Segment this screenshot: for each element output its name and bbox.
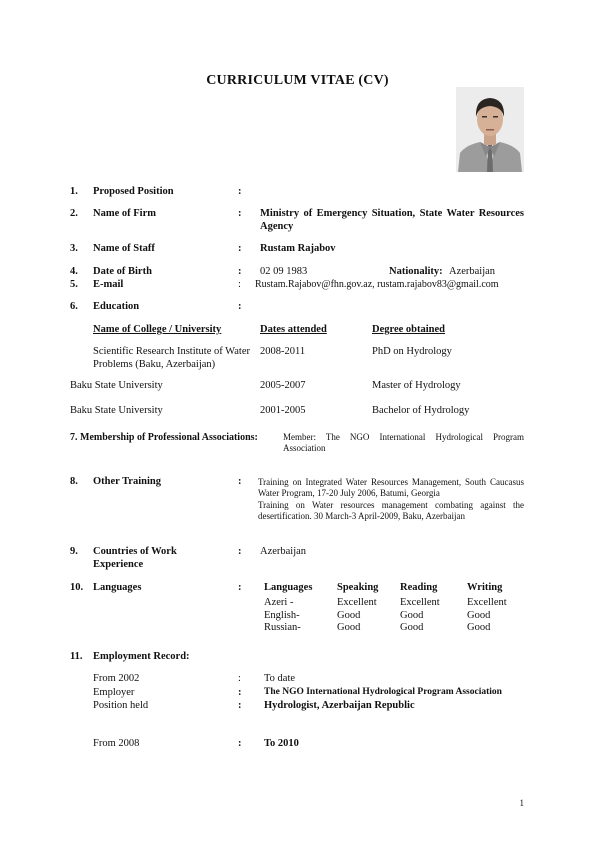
colon: : (238, 476, 242, 487)
page-title-text: CURRICULUM VITAE (CV) (206, 73, 389, 88)
page-number: 1 (519, 798, 524, 808)
employer-value: The NGO International Hydrological Program Association (264, 687, 502, 697)
label-membership: 7. Membership of Professional Associations: (70, 432, 258, 443)
education-row-degree: Bachelor of Hydrology (372, 405, 470, 416)
label-date-of-birth: Date of Birth (93, 266, 152, 277)
colon: : (238, 279, 241, 290)
language-writing: Good (467, 622, 491, 633)
languages-header: Reading (400, 582, 438, 593)
employment-to-value: To 2010 (264, 738, 299, 749)
education-row-degree: Master of Hydrology (372, 380, 461, 391)
position-held-label: Position held (93, 700, 149, 711)
employment-to-value: To date (264, 673, 296, 684)
education-row-college: Baku State University (70, 380, 163, 391)
language-reading: Excellent (400, 597, 440, 608)
label-name-of-firm: Name of Firm (93, 208, 156, 219)
colon: : (238, 700, 242, 711)
label-countries-line2: Experience (93, 559, 144, 570)
employment-from-label: From 2002 (93, 673, 140, 684)
language-speaking: Excellent (337, 597, 377, 608)
label-languages: Languages (93, 582, 142, 593)
section-number: 8. (70, 476, 78, 487)
label-education: Education (93, 301, 140, 312)
employment-from-label: From 2008 (93, 738, 140, 749)
label-proposed-position: Proposed Position (93, 186, 174, 197)
languages-header: Writing (467, 582, 503, 593)
education-row-dates: 2008-2011 (260, 346, 306, 357)
education-row-dates: 2005-2007 (260, 380, 306, 391)
language-name: English- (264, 610, 300, 621)
section-number: 4. (70, 266, 78, 277)
label-other-training: Other Training (93, 476, 161, 487)
languages-header: Speaking (337, 582, 379, 593)
value-email[interactable]: Rustam.Rajabov@fhn.gov.az, rustam.rajabov83@gmail.com (255, 279, 499, 290)
section-number: 11. (70, 651, 83, 662)
education-row-college: Baku State University (70, 405, 163, 416)
section-number: 2. (70, 208, 78, 219)
colon: : (238, 208, 242, 219)
label-nationality: Nationality: (389, 266, 443, 277)
colon: : (238, 546, 242, 557)
colon: : (238, 186, 242, 197)
language-writing: Excellent (467, 597, 507, 608)
colon: : (238, 687, 242, 698)
value-name-of-firm: Ministry of Emergency Situation, State Water Resources Agency (260, 208, 524, 232)
education-row-degree: PhD on Hydrology (372, 346, 452, 357)
profile-photo (456, 87, 524, 172)
label-name-of-staff: Name of Staff (93, 243, 155, 254)
portrait-image (456, 87, 524, 172)
section-number: 1. (70, 186, 78, 197)
language-reading: Good (400, 622, 424, 633)
language-speaking: Good (337, 622, 361, 633)
section-number: 6. (70, 301, 78, 312)
education-header-college: Name of College / University (93, 324, 222, 335)
section-number: 3. (70, 243, 78, 254)
training-item: Training on Integrated Water Resources Management, South Caucasus Water Program, 17-20 July 2006, Batumi, Georgia (258, 477, 524, 498)
language-speaking: Good (337, 610, 361, 621)
language-writing: Good (467, 610, 491, 621)
position-held-value: Hydrologist, Azerbaijan Republic (264, 700, 415, 711)
colon: : (238, 738, 242, 749)
education-header-dates: Dates attended (260, 324, 327, 335)
section-number: 5. (70, 279, 78, 290)
colon: : (238, 301, 242, 312)
language-name: Russian- (264, 622, 301, 633)
colon: : (238, 582, 242, 593)
language-reading: Good (400, 610, 424, 621)
section-number: 10. (70, 582, 84, 593)
education-header-degree: Degree obtained (372, 324, 446, 335)
section-number: 9. (70, 546, 78, 557)
training-item: Training on Water resources management combating against the desertification. 30 March-3 April-2009, Baku, Azerbaijan (258, 500, 524, 521)
label-employment-record: Employment Record: (93, 651, 190, 662)
label-email: E-mail (93, 279, 124, 290)
value-name-of-staff: Rustam Rajabov (260, 243, 336, 254)
education-row-dates: 2001-2005 (260, 405, 306, 416)
education-row-college: Scientific Research Institute of Water Problems (Baku, Azerbaijan) (93, 346, 250, 370)
value-nationality: Azerbaijan (449, 266, 496, 277)
colon: : (238, 243, 242, 254)
colon: : (238, 266, 242, 277)
label-countries: Countries of Work (93, 546, 177, 557)
value-countries: Azerbaijan (260, 546, 307, 557)
value-date-of-birth: 02 09 1983 (260, 266, 308, 277)
language-name: Azeri - (264, 597, 294, 608)
languages-header: Languages (264, 582, 313, 593)
value-membership: Member: The NGO International Hydrological Program Association (283, 432, 524, 453)
colon: : (238, 673, 241, 684)
employer-label: Employer (93, 687, 135, 698)
